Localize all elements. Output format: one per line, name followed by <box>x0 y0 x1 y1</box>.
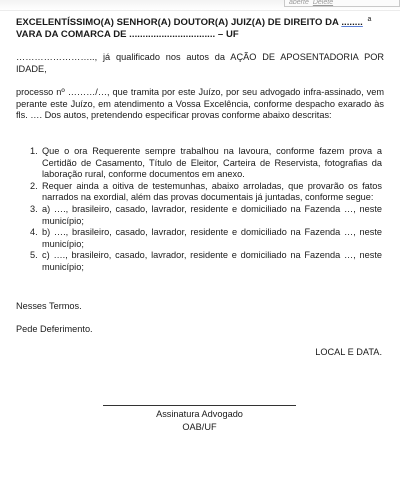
signature-name: Assinatura Advogado <box>156 409 243 419</box>
heading-line-1-tail: ........ <box>341 17 363 29</box>
evidence-list <box>16 146 382 274</box>
closing-terms: Nesses Termos. <box>16 301 82 311</box>
place-and-date: LOCAL E DATA. <box>315 347 382 357</box>
comment-delete-label[interactable]: Delete <box>312 0 334 6</box>
comment-marker[interactable]: a <box>367 16 372 23</box>
heading-line-1 <box>16 14 386 29</box>
document-heading <box>16 14 386 41</box>
list-item-number: 1. <box>30 146 38 156</box>
list-item-number: 4. <box>30 227 38 238</box>
closing-request: Pede Deferimento. <box>16 324 93 334</box>
signature-line <box>103 405 296 406</box>
list-item-text: a) …., brasileiro, casado, lavrador, residente e domiciliado na Fazenda …, neste município; <box>42 203 382 226</box>
list-item <box>16 146 382 181</box>
list-item-number: 3. <box>30 203 38 214</box>
list-item-text: b) …., brasileiro, casado, lavrador, residente e domiciliado na Fazenda …, neste município; <box>42 227 382 249</box>
signature-oab: OAB/UF <box>182 422 217 432</box>
comment-balloon[interactable] <box>284 0 400 7</box>
list-item-text: Que o ora Requerente sempre trabalhou na lavoura, conforme fazem prova a Certidão de Casamento, Título de Eleitor, Carteira de Reservista, fotografias da laboração rural, conforme documentos em anexo. <box>42 146 382 180</box>
paragraph-party: …………………….., já qualificado nos autos da AÇÃO DE APOSENTADORIA POR IDADE, <box>16 52 384 74</box>
list-item-number: 2. <box>30 180 38 191</box>
paragraph-request: processo nº ………/…, que tramita por este Juízo, por seu advogado infra-assinado, vem perante este Juízo, em atendimento a Vossa Excelência, conforme despacho exarado às fls. …. Dos autos, pretendendo especificar provas conforme abaixo descritas: <box>16 87 384 121</box>
comment-text: aberte <box>289 0 309 6</box>
list-item <box>16 227 382 250</box>
list-item-text: c) …., brasileiro, casado, lavrador, residente e domiciliado na Fazenda …, neste município; <box>42 250 382 272</box>
list-item <box>16 204 382 227</box>
comment-bar <box>0 0 400 11</box>
list-item-number: 5. <box>30 250 38 261</box>
list-item <box>16 181 382 204</box>
list-item <box>16 250 382 273</box>
list-item-text: Requer ainda a oitiva de testemunhas, abaixo arroladas, que provarão os fatos narrados na exordial, além das provas documentais já juntadas, conforme segue: <box>42 180 382 203</box>
heading-line-1-text: EXCELENTÍSSIMO(A) SENHOR(A) DOUTOR(A) JUIZ(A) DE DIREITO DA <box>16 17 339 29</box>
heading-line-2: VARA DA COMARCA DE ................................ – UF <box>16 29 239 41</box>
